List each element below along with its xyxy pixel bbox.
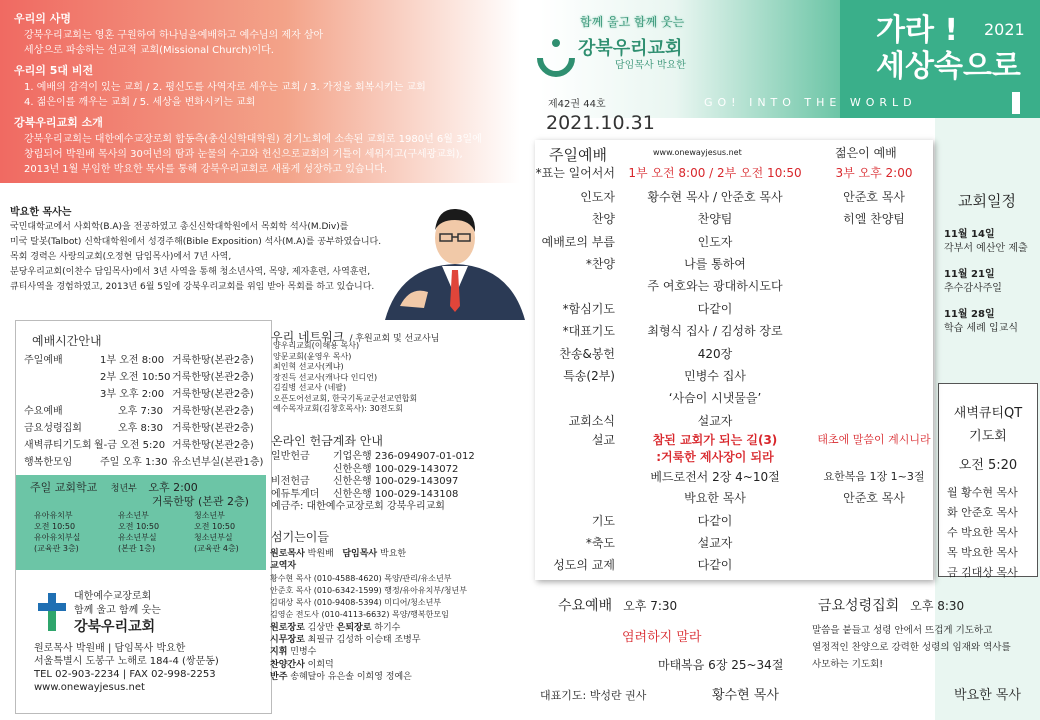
sermon-row: :거룩한 제사장이 되라 bbox=[656, 450, 774, 464]
theme-year: 2021 bbox=[984, 20, 1025, 39]
cross-logo-icon bbox=[38, 593, 66, 631]
church-contact: 원로목사 박원배 | 담임목사 박요한 서울특별시 도봉구 노해로 184-4 (쌍문동) TEL 02-903-2234 | FAX 02-998-2253 www.onewayjesus.net bbox=[34, 643, 219, 693]
qt-box: 새벽큐티QT 기도회 오전 5:20 월 황수현 목사 화 안준호 목사 수 박요한 목사 목 박요한 목사 금 김대상 목사 bbox=[938, 383, 1038, 577]
denomination-block: 대한예수교장로회 함께 울고 함께 웃는 강북우리교회 bbox=[74, 591, 161, 635]
wednesday-preacher: 황수현 목사 bbox=[712, 688, 779, 703]
worship-times-list: 주일예배 1부 오전 8:00 거룩한땅(본관2층) 2부 오전 10:50 거룩한땅(본관2층) 3부 오후 2:00 거룩한땅(본관2층) 수요예배 오후 7:30 거룩한땅(본관2층) 금요성령집회 오후 8:30 거룩한땅(본관2층) 새벽큐티기도회 월-금 오전 5:20 거룩한땅(본관2층) 행복한모임 주일 오후 1:30 유소년부실(본관1층) bbox=[24, 355, 264, 468]
offering-list: 일반헌금 기업은행 236-094907-01-012 신한은행 100-029-143072 비전헌금 신한은행 100-029-143097 에듀투게더 신한은행 100-029-143108 예금주: 대한예수교장로회 강북우리교회 bbox=[271, 451, 475, 512]
pastor-text: 국민대학교에서 사회학(B.A)을 전공하였고 총신신학대학원에서 목회학 석사(M.Div)를 미국 탈봇(Talbot) 신학대학원에서 성경주해(Bible Exposition) 석사(M.A)를 공부하였습니다. 목회 경력은 사랑의교회(오정현 담임목사)에서 7년 사역, 분당우리교회(이찬수 담임목사)에서 3년 사역을 통해 청소년사역, 목양, 제자훈련, 사역훈련, 큐티사역을 경험하였고, 2013년 6월 5일에 강북우리교회를 위임 받아 목회를 하고 있습니다. bbox=[10, 222, 382, 292]
service-row: 주 여호와는 광대하시도다 bbox=[647, 279, 783, 293]
pastor-heading: 박요한 목사는 bbox=[10, 207, 72, 218]
header-slogan: 함께 울고 함께 웃는 bbox=[580, 15, 685, 29]
servants-title: 섬기는이들 bbox=[271, 530, 329, 544]
friday-service: 금요성령집회 오후 8:30 bbox=[818, 598, 965, 614]
offering-title: 온라인 헌금계좌 안내 bbox=[271, 434, 383, 448]
service-row: 인도자 황수현 목사 / 안준호 목사 안준호 목사 bbox=[580, 190, 905, 204]
wednesday-text: 마태복음 6장 25~34절 bbox=[658, 658, 784, 672]
theme-line1: 가라 ! bbox=[876, 13, 959, 48]
service-row: 예배로의 부름 인도자 bbox=[541, 235, 733, 249]
youth-place: 거룩한땅 (본관 2층) bbox=[152, 495, 249, 508]
service-row: 성도의 교제 다같이 bbox=[553, 558, 733, 572]
school-group: 유소년부 오전 10:50 유소년부실 (본관 1층) bbox=[118, 511, 160, 553]
service-website: www.onewayjesus.net bbox=[653, 148, 742, 157]
service-row: *함심기도 다같이 bbox=[562, 302, 733, 316]
sermon-row: 설교 참된 교회가 되는 길(3) 태초에 말씀이 계시니라 bbox=[591, 433, 931, 447]
service-row: 찬송&봉헌 420장 bbox=[559, 347, 733, 361]
header-church-name: 강북우리교회 bbox=[578, 38, 683, 59]
mission-text: 강북우리교회는 영혼 구원하여 하나님을예배하고 예수님의 제자 삼아 세상으로 파송하는 선교적 교회(Missional Church)이다. bbox=[24, 30, 324, 56]
wednesday-sermon: 염려하지 말라 bbox=[622, 630, 702, 645]
order-of-service bbox=[535, 140, 933, 580]
service-row: ‘사슴이 시냇물을’ bbox=[668, 391, 762, 405]
network-list: 양우리교회(이해용 목사) 양문교회(윤영우 목사) 최인혁 선교사(케냐) 장진득 선교사(캐나다 인디언) 김길병 선교사 (네팔) 오픈도어선교회, 한국기독교군선교연합회 예수목자교회(김창호목사): 30전도회 bbox=[273, 341, 418, 413]
service-row: *축도 설교자 bbox=[585, 536, 733, 550]
church-info-banner bbox=[0, 0, 520, 183]
school-group: 청소년부 오전 10:50 청소년부실 (교육관 4층) bbox=[194, 511, 239, 553]
theme-english: GO! INTO THE WORLD bbox=[704, 96, 917, 109]
school-group: 유아유치부 오전 10:50 유아유치부실 (교육관 3층) bbox=[34, 511, 81, 553]
service-row: *표는 일어서서 1부 오전 8:00 / 2부 오전 10:50 3부 오후 2:00 bbox=[535, 166, 913, 180]
intro-heading: 강북우리교회 소개 bbox=[14, 116, 103, 129]
vision-heading: 우리의 5대 비전 bbox=[14, 64, 94, 77]
theme-line2: 세상속으로 bbox=[876, 49, 1021, 84]
sermon-row: 박요한 목사 안준호 목사 bbox=[684, 491, 905, 505]
servants-list: 원로목사 박원배 담임목사 박요한 교역자 황수현 목사 (010-4588-4620) 목양/관리/유소년부 안준호 목사 (010-6342-1599) 행정/유아유치부/청년부 김대상 목사 (010-9408-5394) 미디어/청소년부 김영순 전도사 (010-4113-6632) 목양/행복한모임 원로장로 김상만 은퇴장로 하기수 시무장로 최필규 김성하 이승태 조병무 지휘 민병수 찬양간사 이희덕 반주 송혜달아 유은솔 이희영 정예은 bbox=[270, 549, 467, 682]
schedule-title: 교회일정 bbox=[958, 192, 1016, 210]
service-title: 주일예배 bbox=[549, 146, 607, 164]
service-row: 찬양 찬양팀 히엘 찬양팀 bbox=[591, 212, 905, 226]
wednesday-prayer: 대표기도: 박성란 권사 bbox=[540, 689, 647, 702]
theme-bar bbox=[1012, 92, 1020, 114]
issue-number: 제42권 44호 bbox=[548, 99, 606, 110]
header-pastor: 담임목사 박요한 bbox=[615, 60, 686, 71]
youth-service-title: 젊은이 예배 bbox=[835, 146, 897, 160]
service-row: 기도 다같이 bbox=[591, 514, 733, 528]
vision-text: 1. 예배의 감격이 있는 교회 / 2. 평신도를 사역자로 세우는 교회 / 3. 가정을 회복시키는 교회 4. 젊은이를 깨우는 교회 / 5. 세상을 변화시키는 교회 bbox=[24, 82, 426, 108]
service-row: 교회소식 설교자 bbox=[568, 414, 733, 428]
worship-times-title: 예배시간안내 bbox=[32, 334, 102, 348]
sunday-school-title: 주일 교회학교 청년부 오후 2:00 bbox=[30, 481, 198, 494]
service-row: *대표기도 최형식 집사 / 김성하 장로 bbox=[562, 324, 783, 338]
church-logo-icon bbox=[536, 34, 576, 88]
service-row: *찬양 나를 통하여 bbox=[585, 257, 746, 271]
pastor-photo bbox=[380, 196, 530, 320]
network-title-row: 우리 네트워크 / 후원교회 및 선교사님 bbox=[271, 330, 440, 344]
sermon-row: 베드로전서 2장 4~10절 요한복음 1장 1~3절 bbox=[650, 470, 925, 484]
friday-preacher: 박요한 목사 bbox=[954, 688, 1021, 703]
issue-date: 2021.10.31 bbox=[546, 112, 655, 134]
wednesday-service: 수요예배 오후 7:30 bbox=[558, 598, 678, 614]
service-row: 특송(2부) 민병수 집사 bbox=[563, 369, 746, 383]
schedule-list: 11월 14일 각부서 예산안 제출 11월 21일 추수감사주일 11월 28일 학습 세례 입교식 bbox=[944, 229, 1028, 334]
pastor-profile bbox=[10, 206, 410, 295]
mission-heading: 우리의 사명 bbox=[14, 12, 71, 25]
friday-desc: 말씀을 붙들고 성령 안에서 뜨겁게 기도하고 열정적인 찬양으로 강력한 성령의 임재와 역사를 사모하는 기도회! bbox=[812, 625, 1011, 670]
intro-text: 강북우리교회는 대한예수교장로회 합동측(총신신학대학원) 경기노회에 소속된 교회로 1980년 6월 3일에 창립되어 박원배 목사의 30여년의 땀과 눈물의 수고와 헌신으로교회의 기틀이 세워지고(구세광교회), 2013년 1월 부임한 박요한 목사를 통해 강북우리교회로 새롭게 성장하고 있습니다. bbox=[24, 134, 482, 175]
qt-list: 월 황수현 목사 화 안준호 목사 수 박요한 목사 목 박요한 목사 금 김대상 목사 bbox=[947, 486, 1018, 579]
